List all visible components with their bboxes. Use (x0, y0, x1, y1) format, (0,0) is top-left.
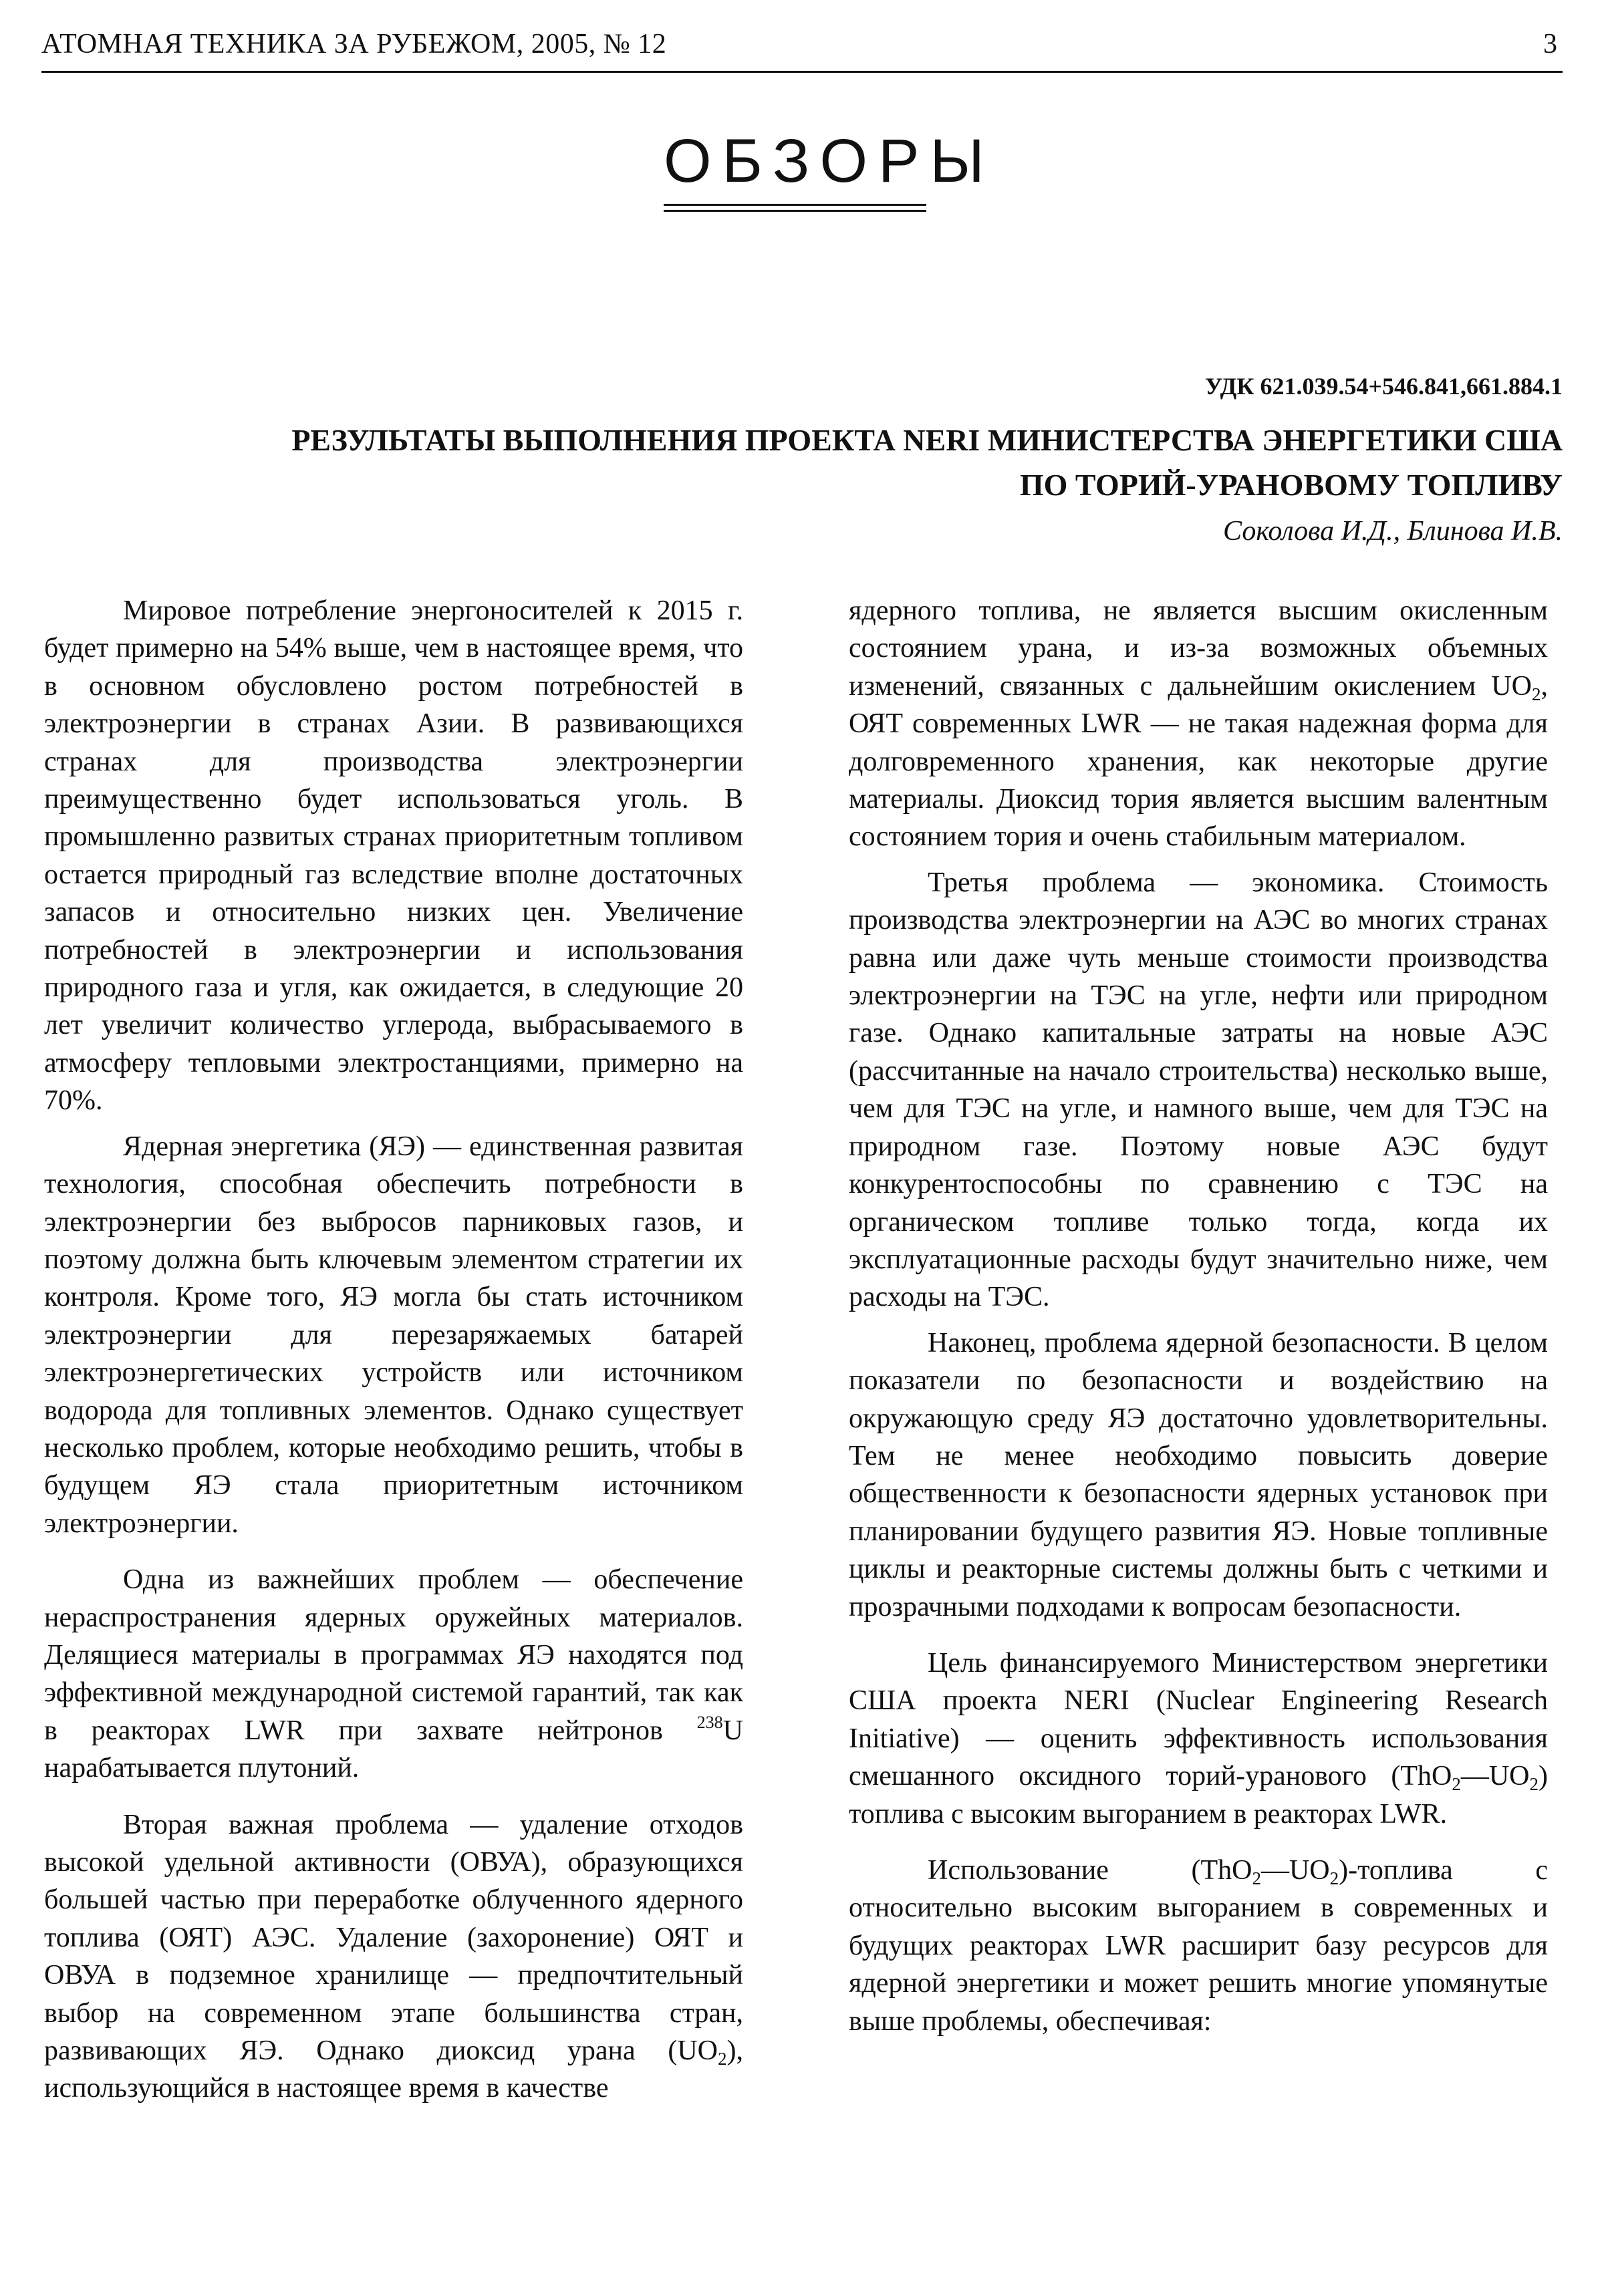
right-column (849, 592, 1548, 2040)
udk-code: УДК 621.039.54+546.841,661.884.1 (1204, 373, 1563, 400)
paragraph-text: ), использующийся в настоящее время в качестве (44, 2035, 743, 2104)
formula-subscript: 2 (1252, 1868, 1261, 1888)
article-authors: Соколова И.Д., Блинова И.В. (1223, 516, 1563, 547)
paragraph (849, 1644, 1548, 1833)
section-underline-bottom (664, 210, 926, 212)
article-title (41, 418, 1563, 507)
formula-subscript: 2 (1452, 1774, 1461, 1795)
formula-subscript: 2 (718, 2049, 727, 2069)
running-header (41, 27, 1563, 73)
paragraph (44, 1561, 743, 1787)
paragraph-text: Одна из важнейших проблем — обеспечение нераспространения ядерных оружейных материалов. Делящиеся материалы в программах ЯЭ находятся под эффективной международной системой гарантий, так как в реакторах LWR при захвате нейтронов (44, 1564, 743, 1746)
formula-subscript: 2 (1532, 684, 1541, 704)
article-title-line-2: ПО ТОРИЙ-УРАНОВОМУ ТОПЛИВУ (1019, 468, 1563, 502)
paragraph-text: Использование (ThO (928, 1855, 1252, 1886)
paragraph: Ядерная энергетика (ЯЭ) — единственная развитая технология, способная обеспечить потребности в электроэнергии без выбросов парниковых газов, и поэтому должна быть ключевым элементом стратегии их контроля. Кроме того, ЯЭ могла бы стать источником электроэнергии для перезаряжаемых батарей электроэнергетических устройств или источником водорода для топливных элементов. Однако существует несколько проблем, которые необходимо решить, чтобы в будущем ЯЭ стала приоритетным источником электроэнергии. (44, 1131, 743, 1539)
paragraph-text: ) топлива с высоким выгоранием в реакторах LWR. (849, 1761, 1548, 1830)
paragraph: Наконец, проблема ядерной безопасности. В целом показатели по безопасности и воздействию на окружающую среду ЯЭ достаточно удовлетворительны. Тем не менее необходимо повысить доверие общественности к безопасности ядерных установок при планировании будущего развития ЯЭ. Новые топливные циклы и реакторные системы должны быть с четкими и прозрачными подходами к вопросам безопасности. (849, 1327, 1548, 1622)
article-title-line-1: РЕЗУЛЬТАТЫ ВЫПОЛНЕНИЯ ПРОЕКТА NERI МИНИСТЕРСТВА ЭНЕРГЕТИКИ США (291, 423, 1563, 457)
paragraph (849, 1852, 1548, 2040)
paragraph-text: , ОЯТ современных LWR — не такая надежная форма для долговременного хранения, как некоторые другие материалы. Диоксид тория является высшим валентным состоянием тория и очень стабильным материалом. (849, 670, 1548, 853)
page-number: 3 (1543, 29, 1557, 59)
paragraph-text: U нарабатывается плутоний. (44, 1715, 743, 1784)
paragraph-text: Цель финансируемого Министерством энергетики США проекта NERI (Nuclear Engineering Research Initiative) — оценить эффективность использования смешанного оксидного торий-уранового (ThO (849, 1647, 1548, 1792)
journal-title: АТОМНАЯ ТЕХНИКА ЗА РУБЕЖОМ, 2005, № 12 (41, 29, 667, 59)
section-title: ОБЗОРЫ (664, 127, 995, 195)
paragraph (44, 1806, 743, 2108)
formula-subscript: 2 (1329, 1868, 1339, 1888)
formula-subscript: 2 (1529, 1774, 1539, 1795)
paragraph-text: —UO (1260, 1855, 1330, 1886)
paragraph-text: ядерного топлива, не является высшим окисленным состоянием урана, и из-за возможных объемных изменений, связанных с дальнейшим окислением UO (849, 595, 1548, 702)
paragraph-text: Вторая важная проблема — удаление отходов высокой удельной активности (ОВУА), образующихся большей частью при переработке облученного ядерного топлива (ОЯТ) АЭС. Удаление (захоронение) ОЯТ и ОВУА в подземное хранилище — предпочтительный выбор на современном этапе большинства стран, развивающих ЯЭ. Однако диоксид урана (UO (44, 1809, 743, 2067)
paragraph (849, 592, 1548, 856)
paragraph: Третья проблема — экономика. Стоимость производства электроэнергии на АЭС во многих странах равна или даже чуть меньше стоимости производства электроэнергии на ТЭС на угле, нефти или природном газе. Однако капитальные затраты на новые АЭС (рассчитанные на начало строительства) несколько выше, чем для ТЭС на угле, и намного выше, чем для ТЭС на природном газе. Поэтому новые АЭС будут конкурентоспособны по сравнению с ТЭС на органическом топливе только тогда, когда их эксплуатационные расходы будут значительно ниже, чем расходы на ТЭС. (849, 867, 1548, 1313)
left-column (44, 592, 743, 2108)
paragraph-text: —UO (1460, 1761, 1530, 1792)
isotope-superscript: 238 (696, 1712, 723, 1732)
section-underline-top (664, 204, 926, 206)
paragraph-text: )-топлива с относительно высоким выгоранием в современных и будущих реакторах LWR расширит базу ресурсов для ядерной энергетики и может решить многие упомянутые выше проблемы, обеспечивая: (849, 1855, 1549, 2037)
paragraph: Мировое потребление энергоносителей к 2015 г. будет примерно на 54% выше, чем в настоящее время, что в основном обусловлено ростом потребностей в электроэнергии в странах Азии. В развивающихся странах для производства электроэнергии преимущественно будет использоваться уголь. В промышленно развитых странах приоритетным топливом остается природный газ вследствие вполне достаточных запасов и относительно низких цен. Увеличение потребностей в электроэнергии и использования природного газа и угля, как ожидается, в следующие 20 лет увеличит количество углерода, выбрасываемого в атмосферу тепловыми электростанциями, примерно на 70%. (44, 595, 743, 1117)
